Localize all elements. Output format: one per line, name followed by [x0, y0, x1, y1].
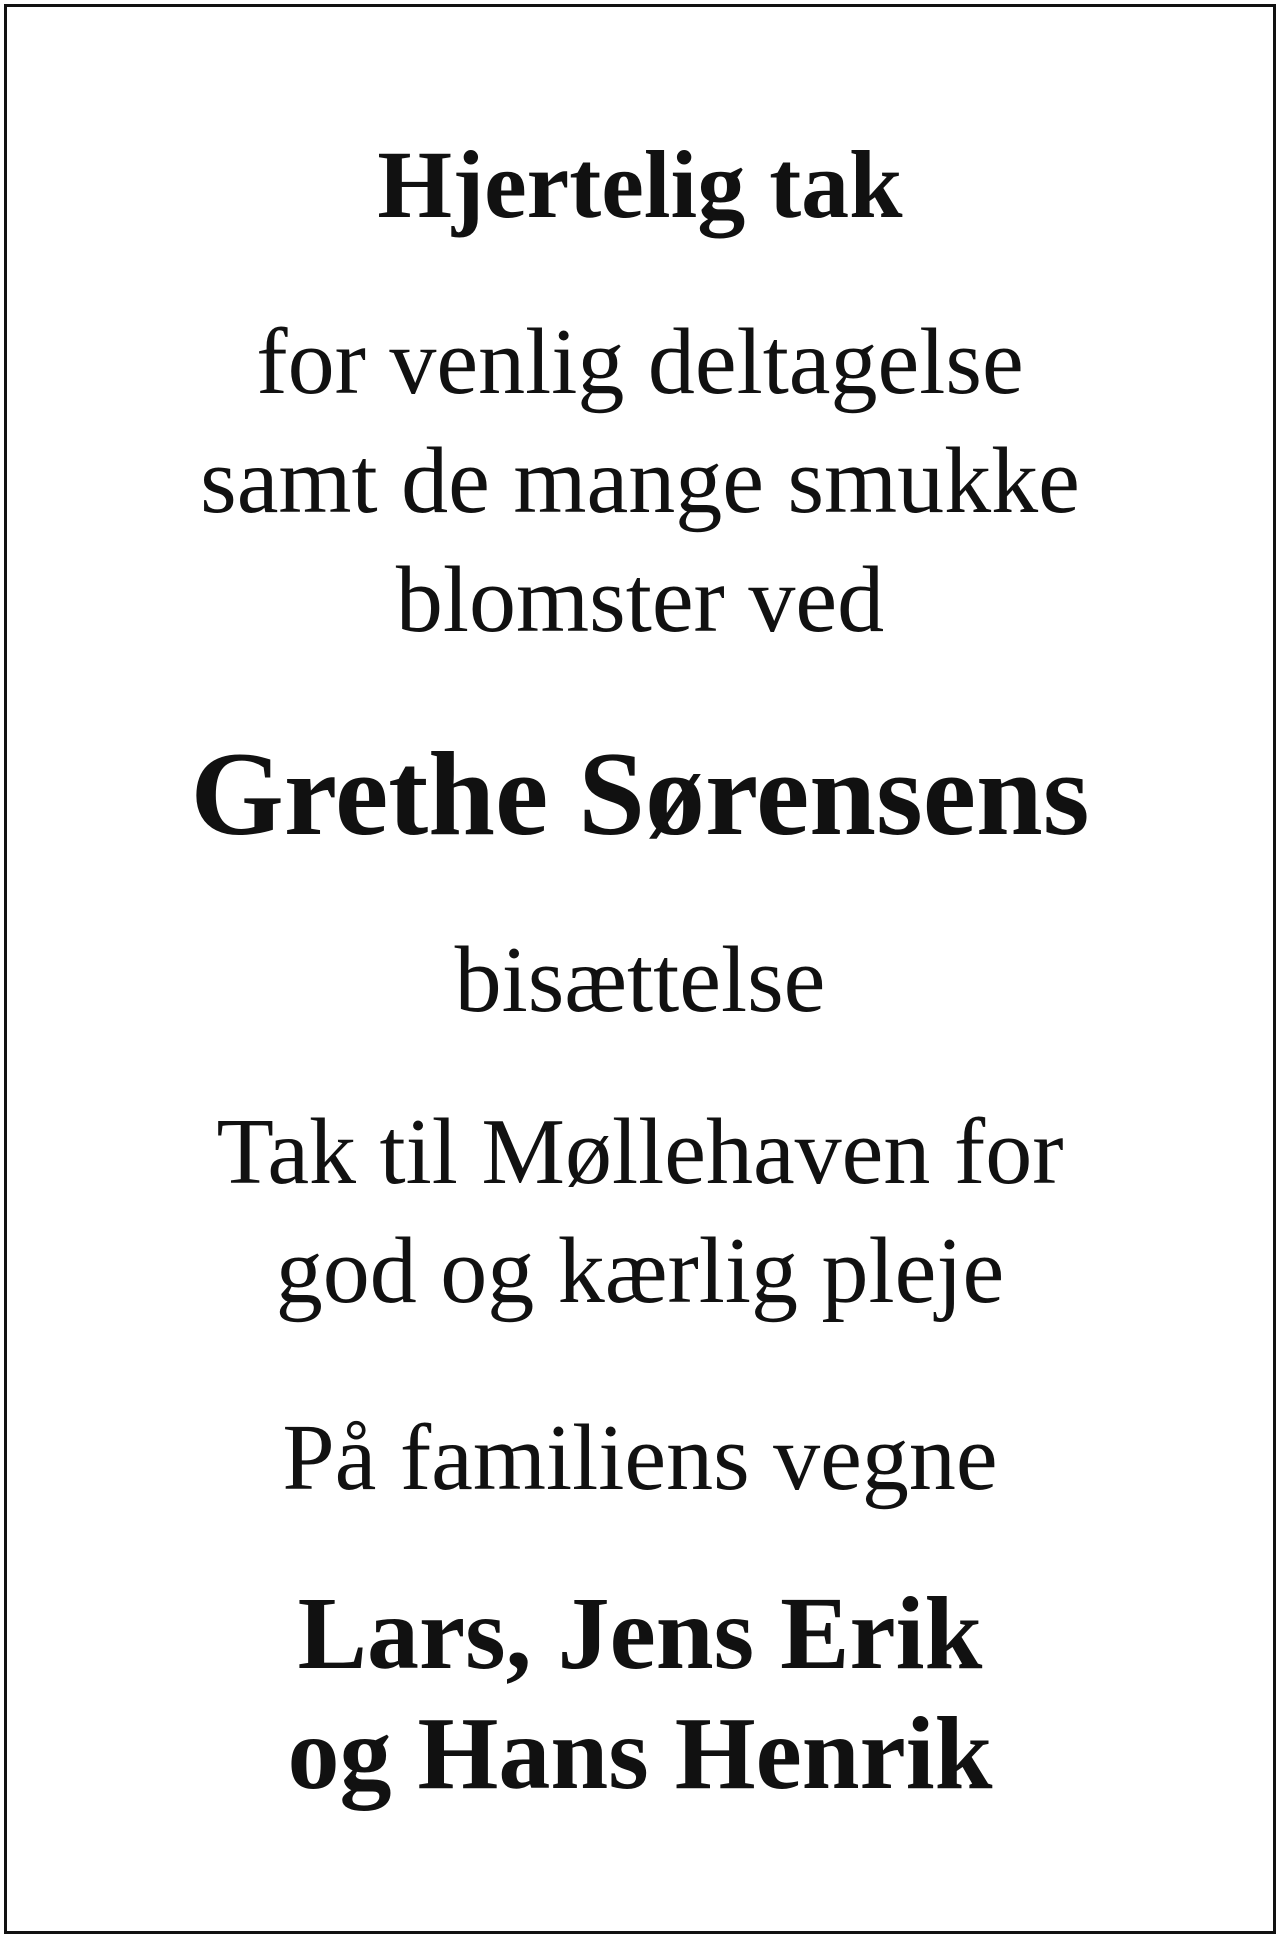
- notice-heading: Hjertelig tak: [377, 131, 903, 238]
- thanks-line-2: god og kærlig pleje: [275, 1219, 1005, 1323]
- deceased-name: Grethe Sørensens: [190, 727, 1090, 860]
- on-behalf-text: På familiens vegne: [282, 1406, 998, 1510]
- signature-line-1: Lars, Jens Erik: [297, 1576, 983, 1691]
- signature-line-2: og Hans Henrik: [287, 1696, 993, 1811]
- intro-line-2: samt de mange smukke: [200, 429, 1080, 533]
- ceremony-text: bisættelse: [454, 928, 826, 1032]
- notice-frame: [4, 4, 1276, 1934]
- intro-line-3: blomster ved: [395, 548, 885, 652]
- thanks-line-1: Tak til Møllehaven for: [216, 1100, 1064, 1204]
- intro-line-1: for venlig deltagelse: [256, 310, 1024, 414]
